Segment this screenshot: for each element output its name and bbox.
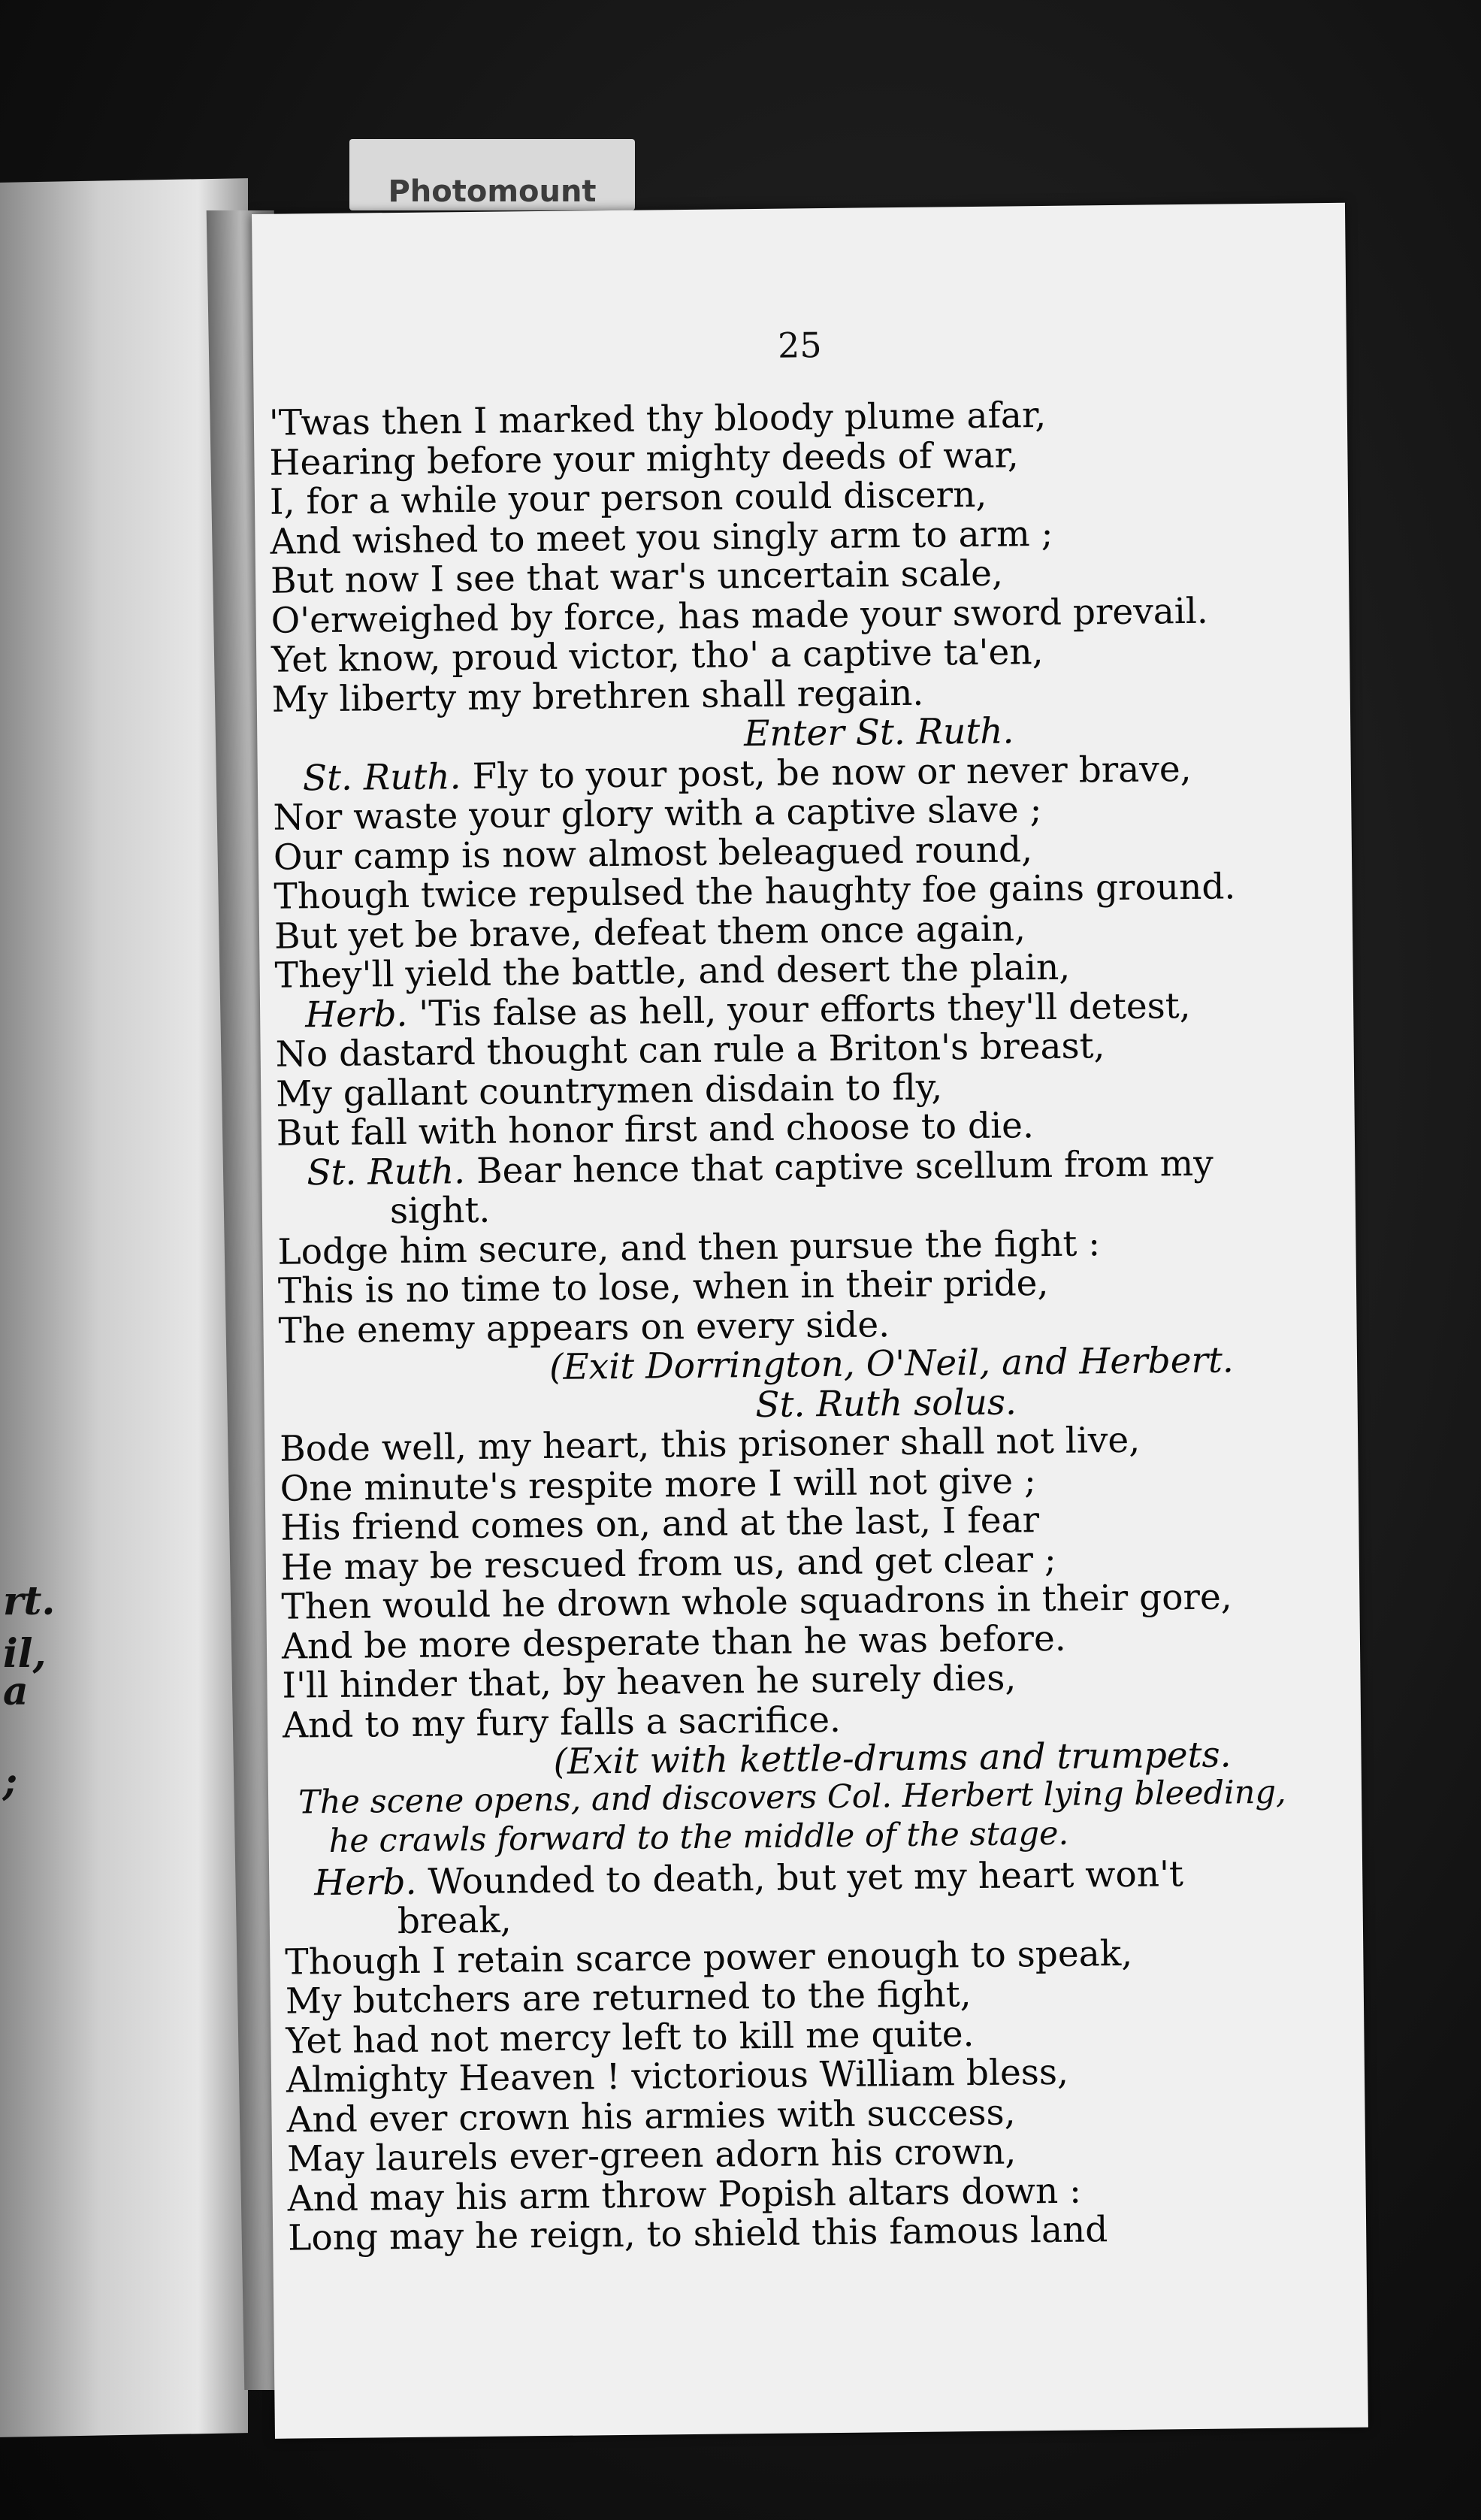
speaker-name: St. Ruth. [302, 755, 461, 799]
stage-heading-line: (Exit with kettle-drums and trumpets. [553, 1734, 1232, 1783]
verse-line: But now I see that war's uncertain scale, [270, 552, 1004, 602]
verse-line: But yet be brave, defeat them once again, [274, 907, 1026, 957]
verse-line: 'Twas then I marked thy bloody plume afar, [268, 394, 1047, 444]
verse-line: Almighty Heaven ! victorious William bless, [286, 2051, 1069, 2101]
verse-line: Nor waste your glory with a captive slave ; [273, 789, 1042, 839]
facing-page-fragment: a [3, 1668, 29, 1714]
verse-line: Bode well, my heart, this prisoner shall not live, [279, 1419, 1141, 1470]
photomount-tag [349, 139, 635, 210]
verse-line: And ever crown his armies with success, [286, 2091, 1016, 2141]
facing-page-fragment: ; [3, 1759, 18, 1805]
speaker-name: Herb. [313, 1861, 417, 1904]
verse-line: Our camp is now almost beleagued round, [273, 828, 1033, 879]
verse-line: His friend comes on, and at the last, I fear [280, 1499, 1040, 1549]
speaker-name: St. Ruth. [307, 1150, 466, 1193]
verse-line: And be more desperate than he was before. [281, 1617, 1066, 1668]
speech-text: 'Tis false as hell, your efforts they'll detest, [407, 985, 1191, 1035]
verse-line: They'll yield the battle, and desert the plain, [274, 946, 1071, 997]
speech-line [302, 748, 1192, 799]
verse-line: Hearing before your mighty deeds of war, [269, 434, 1019, 484]
verse-line: My liberty my brethren shall regain. [271, 672, 924, 721]
verse-line: My gallant countrymen disdain to fly, [275, 1066, 943, 1115]
verse-line: And may his arm throw Popish altars down : [287, 2170, 1082, 2220]
speech-line [307, 1142, 1214, 1193]
speech-text: Bear hence that captive scellum from my [464, 1142, 1214, 1192]
stage-heading-line: St. Ruth solus. [755, 1381, 1017, 1426]
document-page [252, 203, 1368, 2439]
verse-line: break, [397, 1899, 512, 1943]
stage-direction-line: he crawls forward to the middle of the stage. [328, 1814, 1069, 1861]
stage-heading-line: Enter St. Ruth. [743, 710, 1014, 755]
speech-text: Fly to your post, be now or never brave, [461, 748, 1192, 797]
verse-line: No dastard thought can rule a Briton's breast, [275, 1025, 1105, 1075]
facing-page-fragment: rt. [3, 1578, 56, 1624]
verse-line: And wished to meet you singly arm to arm ; [270, 513, 1053, 563]
verse-line: One minute's respite more I will not give ; [280, 1460, 1037, 1510]
page-number: 25 [777, 325, 822, 366]
verse-line: I, for a while your person could discern, [269, 473, 987, 523]
verse-line: My butchers are returned to the fight, [285, 1974, 972, 2022]
verse-line: Yet had not mercy left to kill me quite. [286, 2013, 975, 2062]
verse-line: And to my fury falls a sacrifice. [282, 1699, 842, 1747]
verse-line: sight. [389, 1189, 491, 1233]
verse-line: Yet know, proud victor, tho' a captive ta'en, [271, 631, 1044, 681]
photomount-label: Photomount [388, 174, 597, 209]
verse-line: O'erweighed by force, has made your sword prevail. [271, 590, 1209, 642]
verse-line: Though twice repulsed the haughty foe gains ground. [274, 866, 1236, 918]
verse-line: But fall with honor first and choose to die. [276, 1105, 1035, 1154]
stage-direction-line: The scene opens, and discovers Col. Herbert lying bleeding, [298, 1773, 1286, 1821]
stage-heading-line: (Exit Dorrington, O'Neil, and Herbert. [549, 1339, 1235, 1388]
left-facing-page [0, 178, 248, 2437]
verse-line: May laurels ever-green adorn his crown, [286, 2131, 1017, 2180]
speech-text: Wounded to death, but yet my heart won't [416, 1853, 1184, 1903]
verse-line: Though I retain scarce power enough to speak, [285, 1932, 1133, 1983]
verse-line: Lodge him secure, and then pursue the fight : [277, 1222, 1101, 1273]
verse-line: He may be rescued from us, and get clear ; [280, 1538, 1057, 1589]
speech-line [313, 1853, 1184, 1904]
verse-line: This is no time to lose, when in their pride, [277, 1262, 1049, 1312]
facing-page-fragment: il, [3, 1631, 47, 1677]
verse-line: The enemy appears on every side. [278, 1303, 890, 1352]
verse-line: Then would he drown whole squadrons in their gore, [281, 1576, 1232, 1628]
verse-line: I'll hinder that, by heaven he surely dies, [282, 1657, 1017, 1707]
verse-line: Long may he reign, to shield this famous land [287, 2209, 1108, 2259]
speaker-name: Herb. [304, 993, 408, 1036]
